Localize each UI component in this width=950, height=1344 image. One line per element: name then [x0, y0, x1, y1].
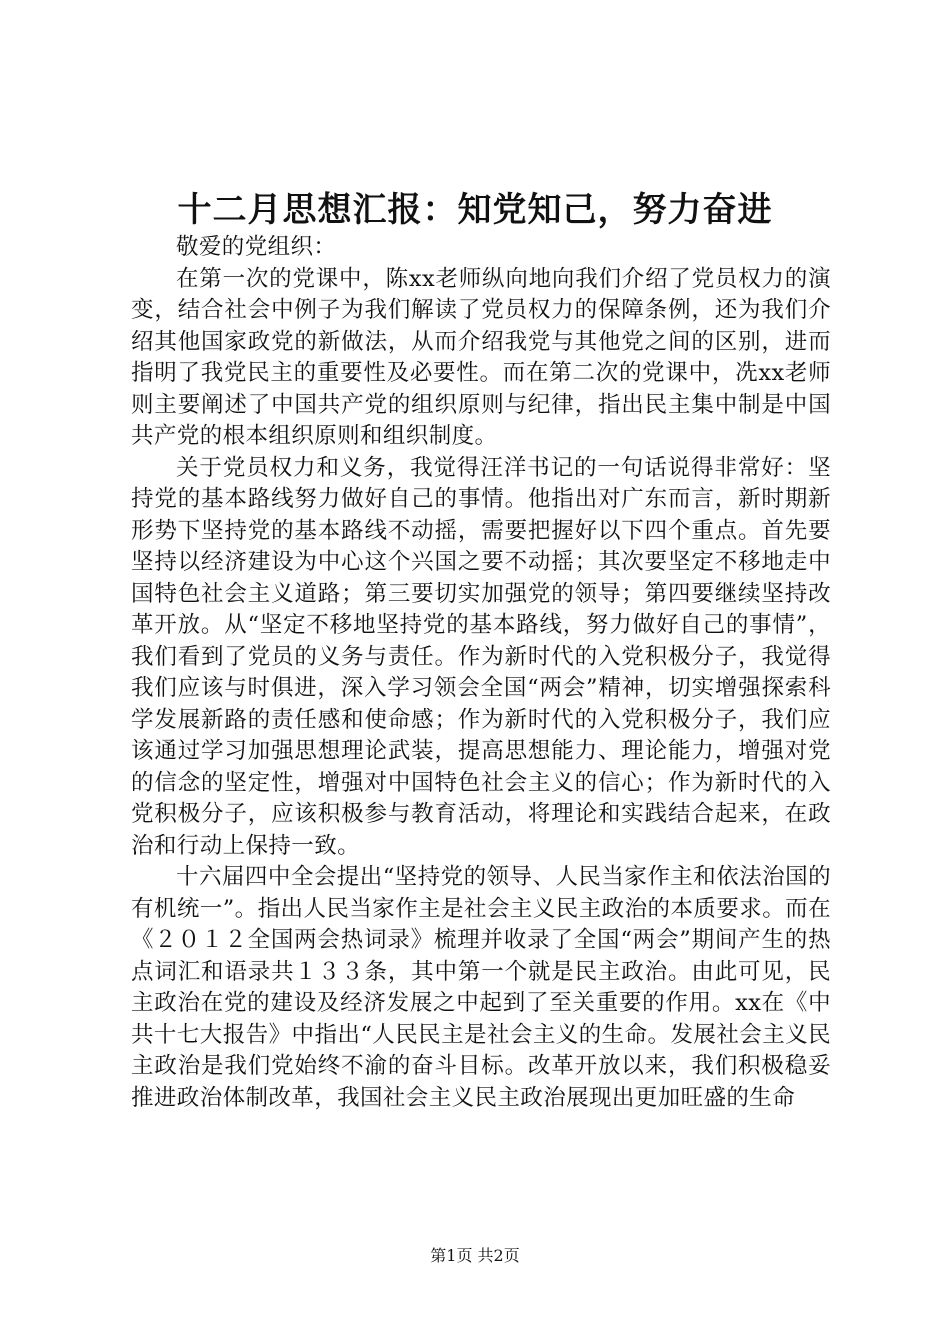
page-title: 十二月思想汇报：知党知己，努力奋进 [177, 190, 773, 230]
paragraph-2: 关于党员权力和义务，我觉得汪洋书记的一句话说得非常好：坚持党的基本路线努力做好自己的事情。他指出对广东而言，新时期新形势下坚持党的基本路线不动摇，需要把握好以下四个重点。首先要坚持以经济建设为中心这个兴国之要不动摇；其次要坚定不移地走中国特色社会主义道路；第三要切实加强党的领导；第四要继续坚持改革开放。从“坚定不移地坚持党的基本路线，努力做好自己的事情”，我们看到了党员的义务与责任。作为新时代的入党积极分子，我觉得我们应该与时俱进，深入学习领会全国“两会”精神，切实增强探索科学发展新路的责任感和使命感；作为新时代的入党积极分子，我们应该通过学习加强思想理论武装，提高思想能力、理论能力，增强对党的信念的坚定性，增强对中国特色社会主义的信心；作为新时代的入党积极分子，应该积极参与教育活动，将理论和实践结合起来，在政治和行动上保持一致。 [131, 454, 831, 859]
salutation: 敬爱的党组织： [176, 234, 337, 260]
paragraph-1: 在第一次的党课中，陈xx老师纵向地向我们介绍了党员权力的演变，结合社会中例子为我们解读了党员权力的保障条例，还为我们介绍其他国家政党的新做法，从而介绍我党与其他党之间的区别，进而指明了我党民主的重要性及必要性。而在第二次的党课中，冼xx老师则主要阐述了中国共产党的组织原则与纪律，指出民主集中制是中国共产党的根本组织原则和组织制度。 [131, 265, 831, 449]
document-body [131, 232, 831, 1114]
page-number-footer: 第1页 共2页 [430, 1246, 520, 1265]
paragraph-3: 十六届四中全会提出“坚持党的领导、人民当家作主和依法治国的有机统一”。指出人民当家作主是社会主义民主政治的本质要求。而在《２０１２全国两会热词录》梳理并收录了全国“两会”期间产生的热点词汇和语录共１３３条，其中第一个就是民主政治。由此可见，民主政治在党的建设及经济发展之中起到了至关重要的作用。xx在《中共十七大报告》中指出“人民民主是社会主义的生命。发展社会主义民主政治是我们党始终不渝的奋斗目标。改革开放以来，我们积极稳妥推进政治体制改革，我国社会主义民主政治展现出更加旺盛的生命 [131, 864, 831, 1111]
